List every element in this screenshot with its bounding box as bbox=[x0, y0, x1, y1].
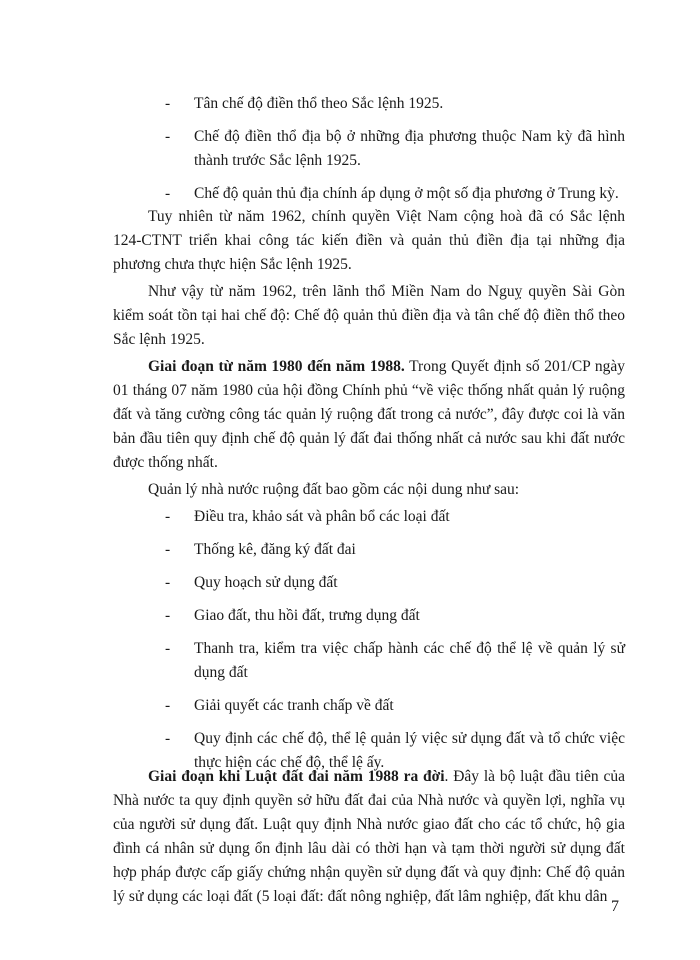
list-item bbox=[165, 538, 625, 562]
list-item-text: Quy định các chế độ, thể lệ quản lý việc sử dụng đất và tổ chức việc thực hiện các chế độ, thể lệ ấy. bbox=[194, 730, 625, 771]
bullet-dash: - bbox=[165, 95, 171, 112]
bullet-dash: - bbox=[165, 508, 171, 525]
list-item-text: Điều tra, khảo sát và phân bổ các loại đất bbox=[194, 508, 450, 525]
paragraph-body: . Đây là bộ luật đầu tiên của Nhà nước ta quy định quyền sở hữu đất đai của Nhà nước và quyền lợi, nghĩa vụ của người sử dụng đất. Luật quy định Nhà nước giao đất cho các tổ chức, hộ gia đình cá nhân sử dụng ổn định lâu dài có thời hạn và tạm thời người sử dụng đất hợp pháp được cấp giấy chứng nhận quyền sử dụng đất và quy định: Chế độ quản lý sử dụng các loại đất (5 loại đất: đất nông nghiệp, đất lâm nghiệp, đất khu dân bbox=[113, 768, 625, 905]
list-item bbox=[165, 92, 625, 116]
list-item bbox=[165, 694, 625, 718]
paragraph-two-regimes: Như vậy từ năm 1962, trên lãnh thổ Miền Nam do Nguỵ quyền Sài Gòn kiểm soát tồn tại hai chế độ: Chế độ quản thủ điền địa và tân chế độ điền thổ theo Sắc lệnh 1925. bbox=[113, 283, 625, 348]
list-item-text: Chế độ quản thủ địa chính áp dụng ở một số địa phương ở Trung kỳ. bbox=[194, 185, 619, 202]
paragraph-1980-1988 bbox=[113, 355, 625, 475]
section-heading-1980-1988: Giai đoạn từ năm 1980 đến năm 1988. bbox=[148, 358, 405, 375]
paragraph-management-content: Quản lý nhà nước ruộng đất bao gồm các nội dung như sau: bbox=[148, 481, 520, 498]
list-item bbox=[165, 505, 625, 529]
page-number: 7 bbox=[611, 898, 619, 915]
list-item bbox=[165, 571, 625, 595]
bullet-dash: - bbox=[165, 185, 171, 202]
bullet-dash: - bbox=[165, 607, 171, 624]
bullet-dash: - bbox=[165, 128, 171, 145]
bullet-list-management-tasks bbox=[165, 505, 625, 784]
bullet-dash: - bbox=[165, 697, 171, 714]
list-item bbox=[165, 637, 625, 685]
bullet-dash: - bbox=[165, 640, 171, 657]
paragraph-body: Trong Quyết định số 201/CP ngày 01 tháng 07 năm 1980 của hội đồng Chính phủ “về việc thống nhất quản lý ruộng đất và tăng cường công tác quản lý ruộng đất trong cả nước”, đây được coi là văn bản đầu tiên quy định chế độ quản lý đất đai thống nhất cả nước sau khi đất nước được thống nhất. bbox=[113, 358, 626, 471]
bullet-dash: - bbox=[165, 730, 171, 747]
list-item-text: Giải quyết các tranh chấp về đất bbox=[194, 697, 394, 714]
list-item-text: Quy hoạch sử dụng đất bbox=[194, 574, 338, 591]
list-item-text: Thống kê, đăng ký đất đai bbox=[194, 541, 356, 558]
section-heading-land-law-1988: Giai đoạn khi Luật đất đai năm 1988 ra đời bbox=[148, 768, 445, 785]
list-item bbox=[165, 182, 625, 206]
bullet-list-land-regimes bbox=[165, 92, 625, 215]
list-item-text: Chế độ điền thổ địa bộ ở những địa phương thuộc Nam kỳ đã hình thành trước Sắc lệnh 1925. bbox=[194, 128, 625, 169]
bullet-dash: - bbox=[165, 541, 171, 558]
list-item-text: Thanh tra, kiểm tra việc chấp hành các chế độ thể lệ về quản lý sử dụng đất bbox=[194, 640, 625, 681]
list-item bbox=[165, 604, 625, 628]
list-item bbox=[165, 125, 625, 173]
list-item-text: Tân chế độ điền thổ theo Sắc lệnh 1925. bbox=[194, 95, 444, 112]
list-item-text: Giao đất, thu hồi đất, trưng dụng đất bbox=[194, 607, 420, 624]
paragraph-1962-decree: Tuy nhiên từ năm 1962, chính quyền Việt Nam cộng hoà đã có Sắc lệnh 124-CTNT triển khai công tác kiến điền và quản thủ điền địa tại những địa phương chưa thực hiện Sắc lệnh 1925. bbox=[113, 208, 625, 273]
bullet-dash: - bbox=[165, 574, 171, 591]
paragraph-land-law-1988 bbox=[113, 765, 625, 909]
